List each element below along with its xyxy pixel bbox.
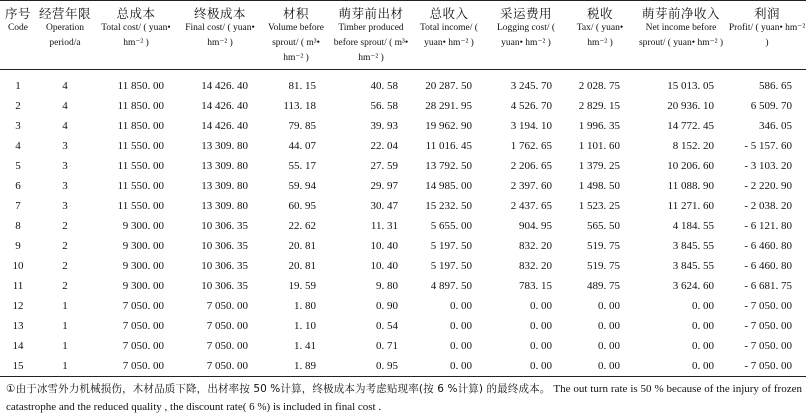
table-cell: 4 897. 50 — [430, 280, 472, 292]
table-cell: 1 101. 60 — [578, 140, 620, 152]
table-cell: 1. 80 — [294, 300, 316, 312]
table-cell: 9 300. 00 — [122, 220, 164, 232]
column-header-cell — [178, 1, 262, 54]
column-header-zh: 材积 — [282, 6, 309, 21]
table-cell: 0. 54 — [376, 320, 398, 332]
table-body — [0, 70, 806, 377]
table-row — [0, 116, 806, 136]
table-cell: 11 088. 90 — [667, 180, 714, 192]
table-cell: 7 050. 00 — [122, 320, 164, 332]
table-row — [0, 216, 806, 236]
table-cell: 2 028. 75 — [578, 80, 620, 92]
table-cell: 489. 75 — [587, 280, 620, 292]
table-cell: 9 — [15, 240, 21, 252]
table-cell: 0. 00 — [566, 356, 634, 377]
table-cell: - 3 103. 20 — [744, 160, 792, 172]
column-header-cell — [262, 1, 330, 69]
table-cell: 2 829. 15 — [578, 100, 620, 112]
table-cell: 2 — [62, 280, 68, 292]
table-cell: 81. 15 — [288, 80, 316, 92]
table-cell: 1 523. 25 — [578, 200, 620, 212]
table-cell: 113. 18 — [283, 100, 316, 112]
table-cell: 13 309. 80 — [201, 180, 248, 192]
table-cell: 0. 00 — [692, 340, 714, 352]
column-header — [330, 1, 412, 70]
table-cell: 7 050. 00 — [206, 340, 248, 352]
table-cell: 15 — [0, 356, 36, 377]
column-header-zh: 经营年限 — [38, 6, 91, 21]
table-cell: 1. 41 — [294, 340, 316, 352]
column-header-cell — [330, 1, 412, 69]
footnote-chinese: ①由于冰雪外力机械损伤，木材品质下降，出材率按 50 %计算，终极成本为考虑贴现率(按 6 %计算) 的最终成本。 — [6, 383, 551, 395]
table-cell: 14 426. 40 — [201, 80, 248, 92]
table-cell: 2 206. 65 — [510, 160, 552, 172]
table-cell: 11 016. 45 — [425, 140, 472, 152]
column-header-en: Volume before sprout/ ( m³• hm⁻² ) — [267, 23, 325, 63]
column-header-en: Tax/ ( yuan• hm⁻² ) — [576, 23, 624, 48]
table-cell: 2 — [15, 100, 21, 112]
table-cell: 3 — [62, 200, 68, 212]
table-cell: 519. 75 — [587, 260, 620, 272]
table-cell: 3 — [62, 140, 68, 152]
table-cell: 11 550. 00 — [117, 200, 164, 212]
table-cell: 1 — [36, 356, 94, 377]
table-cell: 40. 58 — [370, 80, 398, 92]
table-cell: 5 — [15, 160, 21, 172]
table-row — [0, 136, 806, 156]
table-cell: 0. 00 — [598, 320, 620, 332]
table-cell: 13 — [12, 320, 24, 332]
column-header-zh: 利润 — [753, 6, 780, 21]
table-cell: 0. 00 — [412, 356, 486, 377]
table-cell: 2 — [62, 220, 68, 232]
table-cell: 9 300. 00 — [122, 240, 164, 252]
column-header-zh: 萌芽前净收入 — [641, 6, 720, 21]
column-header-en: Net income before sprout/ ( yuan• hm⁻² ) — [638, 23, 723, 48]
table-cell: 1 — [62, 300, 68, 312]
table-cell: 2 — [62, 260, 68, 272]
table-row — [0, 356, 806, 377]
table-cell: 1 498. 50 — [578, 180, 620, 192]
column-header — [634, 1, 728, 70]
table-cell: 3 845. 55 — [672, 260, 714, 272]
table-cell: 20 936. 10 — [667, 100, 714, 112]
column-header — [412, 1, 486, 70]
column-header-en: Total income/ ( yuan• hm⁻² ) — [420, 23, 478, 48]
table-cell: 15 232. 50 — [425, 200, 472, 212]
table-cell: 4 — [62, 100, 68, 112]
table-cell: 2 397. 60 — [510, 180, 552, 192]
table-cell: 9 300. 00 — [122, 260, 164, 272]
table-cell: 6 509. 70 — [750, 100, 792, 112]
table-cell: 1. 10 — [294, 320, 316, 332]
table-cell: - 7 050. 00 — [728, 356, 806, 377]
column-header-cell — [566, 1, 634, 54]
column-header-en: Profit/ ( yuan• hm⁻² ) — [728, 23, 806, 48]
table-cell: 3 245. 70 — [510, 80, 552, 92]
column-header-cell — [94, 1, 178, 54]
table-cell: 0. 00 — [598, 300, 620, 312]
table-row — [0, 156, 806, 176]
table-cell: 0. 00 — [692, 300, 714, 312]
table-cell: 0. 90 — [376, 300, 398, 312]
table-cell: 1 996. 35 — [578, 120, 620, 132]
table-cell: 2 — [62, 240, 68, 252]
table-cell: 586. 65 — [759, 80, 792, 92]
table-cell: 11 550. 00 — [117, 160, 164, 172]
table-cell: 0. 00 — [530, 340, 552, 352]
table-cell: 0. 71 — [376, 340, 398, 352]
table-cell: 22. 04 — [370, 140, 398, 152]
column-header — [36, 1, 94, 70]
column-header-zh: 萌芽前出材 — [338, 6, 404, 21]
table-cell: 7 050. 00 — [206, 320, 248, 332]
footnote-english: The out turn rate is 50 % because of the injury of frozen catastrophe and the reduced quality , the discount rate( 6 %) is included in final cost . — [6, 383, 802, 413]
table-cell: 19. 59 — [288, 280, 316, 292]
table-cell: 55. 17 — [288, 160, 316, 172]
table-cell: 12 — [12, 300, 24, 312]
table-cell: 15 013. 05 — [667, 80, 714, 92]
table-cell: 29. 97 — [370, 180, 398, 192]
table-cell: 14 772. 45 — [667, 120, 714, 132]
table-cell: 904. 95 — [519, 220, 552, 232]
table-cell: 783. 15 — [519, 280, 552, 292]
table-cell: 0. 00 — [530, 300, 552, 312]
table-cell: 20. 81 — [288, 240, 316, 252]
table-cell: - 7 050. 00 — [744, 340, 792, 352]
table-cell: 7 050. 00 — [178, 356, 262, 377]
table-row — [0, 176, 806, 196]
table-cell: 19 962. 90 — [425, 120, 472, 132]
table-cell: 11 550. 00 — [117, 180, 164, 192]
table-cell: 1 379. 25 — [578, 160, 620, 172]
table-cell: 0. 00 — [530, 320, 552, 332]
table-cell: 11 271. 60 — [667, 200, 714, 212]
table-cell: - 6 121. 80 — [744, 220, 792, 232]
table-footnote — [6, 380, 802, 416]
table-cell: 832. 20 — [519, 240, 552, 252]
table-cell: 4 526. 70 — [510, 100, 552, 112]
table-cell: 13 309. 80 — [201, 160, 248, 172]
table-cell: 3 624. 60 — [672, 280, 714, 292]
table-cell: 0. 00 — [692, 320, 714, 332]
column-header-cell — [36, 1, 94, 54]
column-header-zh: 序号 — [4, 6, 31, 21]
table-row — [0, 96, 806, 116]
table-cell: 8 — [15, 220, 21, 232]
table-cell: 832. 20 — [519, 260, 552, 272]
table-row — [0, 276, 806, 296]
table-cell: - 6 460. 80 — [744, 260, 792, 272]
table-header — [0, 1, 806, 70]
table-cell: 10 — [12, 260, 24, 272]
column-header — [566, 1, 634, 70]
table-cell: - 6 681. 75 — [744, 280, 792, 292]
column-header-en: Final cost/ ( yuan• hm⁻² ) — [185, 23, 255, 48]
header-row — [0, 1, 806, 70]
table-cell: 5 197. 50 — [430, 260, 472, 272]
table-cell: 6 — [15, 180, 21, 192]
table-cell: 0. 95 — [330, 356, 412, 377]
table-cell: 3 845. 55 — [672, 240, 714, 252]
table-cell: - 5 157. 60 — [744, 140, 792, 152]
column-header-cell — [728, 1, 806, 54]
table-row — [0, 336, 806, 356]
column-header-cell — [0, 1, 36, 39]
table-cell: 0. 00 — [450, 320, 472, 332]
table-cell: 0. 00 — [486, 356, 566, 377]
table-cell: 346. 05 — [759, 120, 792, 132]
column-header-en: Total cost/ ( yuan• hm⁻² ) — [101, 23, 171, 48]
table-cell: 14 426. 40 — [201, 120, 248, 132]
table-cell: 20. 81 — [288, 260, 316, 272]
table-cell: 10 206. 60 — [667, 160, 714, 172]
table-cell: - 2 220. 90 — [744, 180, 792, 192]
table-row — [0, 196, 806, 216]
table-cell: 7 050. 00 — [206, 300, 248, 312]
table-cell: 8 152. 20 — [672, 140, 714, 152]
column-header-zh: 总收入 — [429, 6, 469, 21]
table-cell: 0. 00 — [450, 340, 472, 352]
table-cell: 11. 31 — [370, 220, 398, 232]
table-cell: 3 — [62, 180, 68, 192]
table-cell: 1 762. 65 — [510, 140, 552, 152]
column-header — [94, 1, 178, 70]
column-header — [728, 1, 806, 70]
table-cell: 0. 00 — [598, 340, 620, 352]
table-cell: 13 792. 50 — [425, 160, 472, 172]
table-cell: 10 306. 35 — [201, 280, 248, 292]
table-cell: 7 — [15, 200, 21, 212]
table-cell: 79. 85 — [288, 120, 316, 132]
table-cell: 11 — [12, 280, 24, 292]
table-cell: 7 050. 00 — [94, 356, 178, 377]
table-cell: 11 550. 00 — [117, 140, 164, 152]
column-header — [262, 1, 330, 70]
table-cell: 4 — [62, 120, 68, 132]
table-row — [0, 296, 806, 316]
table-cell: 565. 50 — [587, 220, 620, 232]
table-cell: 4 — [62, 80, 68, 92]
table-cell: 27. 59 — [370, 160, 398, 172]
table-cell: 13 309. 80 — [201, 140, 248, 152]
column-header-en: Code — [7, 23, 29, 33]
table-row — [0, 316, 806, 336]
table-cell: 39. 93 — [370, 120, 398, 132]
table-cell: 3 — [62, 160, 68, 172]
table-cell: 10 306. 35 — [201, 220, 248, 232]
table-cell: 11 850. 00 — [117, 120, 164, 132]
table-cell: 11 850. 00 — [117, 80, 164, 92]
table-cell: 14 — [12, 340, 24, 352]
table-cell: 28 291. 95 — [425, 100, 472, 112]
table-cell: 1 — [62, 340, 68, 352]
table-cell: 13 309. 80 — [201, 200, 248, 212]
table-cell: 5 655. 00 — [430, 220, 472, 232]
column-header — [178, 1, 262, 70]
table-cell: 59. 94 — [288, 180, 316, 192]
table-cell: 9. 80 — [376, 280, 398, 292]
table-cell: - 7 050. 00 — [744, 320, 792, 332]
column-header — [486, 1, 566, 70]
table-cell: 1 — [15, 80, 21, 92]
table-cell: 2 437. 65 — [510, 200, 552, 212]
table-cell: - 7 050. 00 — [744, 300, 792, 312]
table-cell: 0. 00 — [450, 300, 472, 312]
table-cell: 10 306. 35 — [201, 240, 248, 252]
table-row — [0, 236, 806, 256]
table-cell: - 2 038. 20 — [744, 200, 792, 212]
table-cell: 5 197. 50 — [430, 240, 472, 252]
table-cell: 1 — [62, 320, 68, 332]
table-cell: 4 184. 55 — [672, 220, 714, 232]
table-cell: 30. 47 — [370, 200, 398, 212]
column-header-cell — [412, 1, 486, 54]
column-header — [0, 1, 36, 70]
table-cell: - 6 460. 80 — [744, 240, 792, 252]
table-cell: 10. 40 — [370, 260, 398, 272]
table-cell: 519. 75 — [587, 240, 620, 252]
table-cell: 3 194. 10 — [510, 120, 552, 132]
table-cell: 4 — [15, 140, 21, 152]
column-header-zh: 终极成本 — [193, 6, 246, 21]
column-header-zh: 采运费用 — [499, 6, 552, 21]
table-cell: 56. 58 — [370, 100, 398, 112]
column-header-cell — [634, 1, 728, 54]
table-cell: 11 850. 00 — [117, 100, 164, 112]
table-cell: 0. 00 — [634, 356, 728, 377]
table-cell: 7 050. 00 — [122, 300, 164, 312]
table-cell: 10 306. 35 — [201, 260, 248, 272]
table-cell: 22. 62 — [288, 220, 316, 232]
column-header-en: Logging cost/ ( yuan• hm⁻² ) — [496, 23, 556, 48]
table-cell: 7 050. 00 — [122, 340, 164, 352]
table-cell: 9 300. 00 — [122, 280, 164, 292]
column-header-cell — [486, 1, 566, 54]
table-row — [0, 256, 806, 276]
table-cell: 14 426. 40 — [201, 100, 248, 112]
table-cell: 3 — [15, 120, 21, 132]
table-cell: 44. 07 — [288, 140, 316, 152]
column-header-zh: 总成本 — [116, 6, 156, 21]
table-cell: 14 985. 00 — [425, 180, 472, 192]
table-row — [0, 70, 806, 97]
table-cell: 20 287. 50 — [425, 80, 472, 92]
table-cell: 10. 40 — [370, 240, 398, 252]
table-cell: 60. 95 — [288, 200, 316, 212]
column-header-en: Operation period/a — [46, 23, 84, 48]
column-header-en: Timber produced before sprout/ ( m³• hm⁻² ) — [333, 23, 409, 63]
table-cell: 1. 89 — [262, 356, 330, 377]
column-header-zh: 税收 — [586, 6, 613, 21]
